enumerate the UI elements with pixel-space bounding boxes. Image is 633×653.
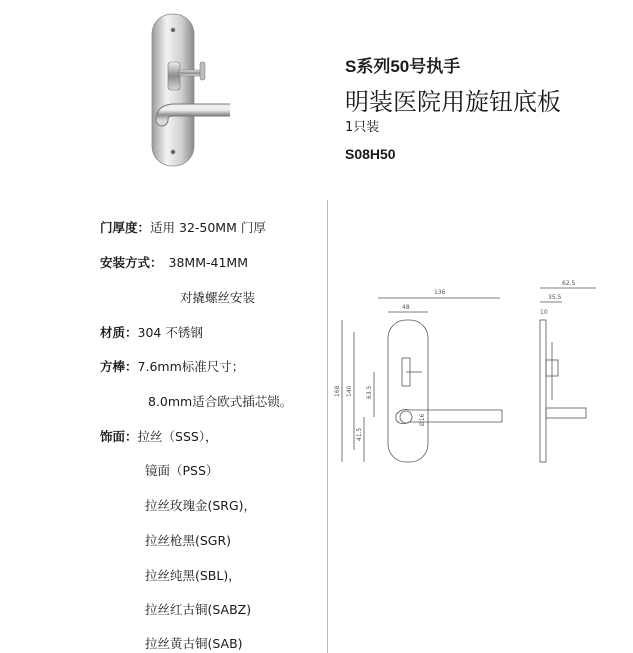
- spec-install: [100, 253, 248, 271]
- dim-spindle-pos: 63.5: [366, 385, 373, 399]
- dim-side-mid: 35.5: [548, 294, 562, 301]
- spec-value: 7.6mm标准尺寸；: [137, 359, 245, 374]
- product-photo: [140, 10, 230, 170]
- finish-option: 拉丝玫瑰金(SRG)，: [145, 498, 257, 513]
- product-series: S系列50号执手: [345, 57, 461, 76]
- product-name: 明装医院用旋钮底板: [345, 88, 561, 116]
- spec-value: 适用 32-50MM 门厚: [150, 220, 266, 235]
- spec-install-method: 对撬螺丝安装: [180, 290, 256, 305]
- spec-value: 38MM-41MM: [168, 255, 248, 270]
- dim-side-depth: 62.5: [562, 280, 576, 287]
- spec-label: 安装方式：: [100, 255, 163, 270]
- spec-label: 材质：: [100, 325, 138, 340]
- finish-option: 拉丝红古铜(SABZ): [145, 602, 252, 617]
- dim-lever-dia: Ø16: [419, 413, 426, 426]
- side-plate-outline: [540, 320, 546, 462]
- spec-value: 304 不锈钢: [137, 325, 203, 340]
- spec-material: [100, 323, 203, 341]
- finish-option: 镜面（PSS）: [145, 463, 219, 478]
- spec-spindle-euro: 8.0mm适合欧式插芯锁。: [148, 394, 293, 409]
- dim-plate-width: 48: [402, 304, 410, 311]
- finish-option: 拉丝黄古铜(SAB): [145, 636, 243, 651]
- dim-width-total: 136: [434, 289, 446, 296]
- column-divider: [327, 200, 328, 653]
- dim-lower: 41.5: [356, 427, 363, 441]
- product-pack: 1只装: [345, 120, 380, 135]
- technical-drawing: [330, 280, 633, 470]
- front-plate-outline: [388, 320, 428, 462]
- product-code: S08H50: [345, 146, 396, 162]
- spec-door-thickness: [100, 218, 266, 236]
- rose-circle: [400, 411, 412, 423]
- dim-side-thk: 10: [540, 309, 548, 316]
- spec-label: 方棒：: [100, 359, 138, 374]
- finish-option: 拉丝枪黑(SGR): [145, 533, 232, 548]
- spec-label: 门厚度：: [100, 220, 151, 235]
- dim-hole-spacing: 140: [346, 385, 353, 397]
- finish-option: 拉丝纯黑(SBL)，: [145, 568, 241, 583]
- spec-label: 饰面：: [100, 429, 138, 444]
- dim-height: 168: [334, 385, 341, 397]
- finish-option: 拉丝（SSS），: [137, 429, 218, 444]
- spec-finish: [100, 427, 218, 445]
- spec-spindle: [100, 357, 244, 375]
